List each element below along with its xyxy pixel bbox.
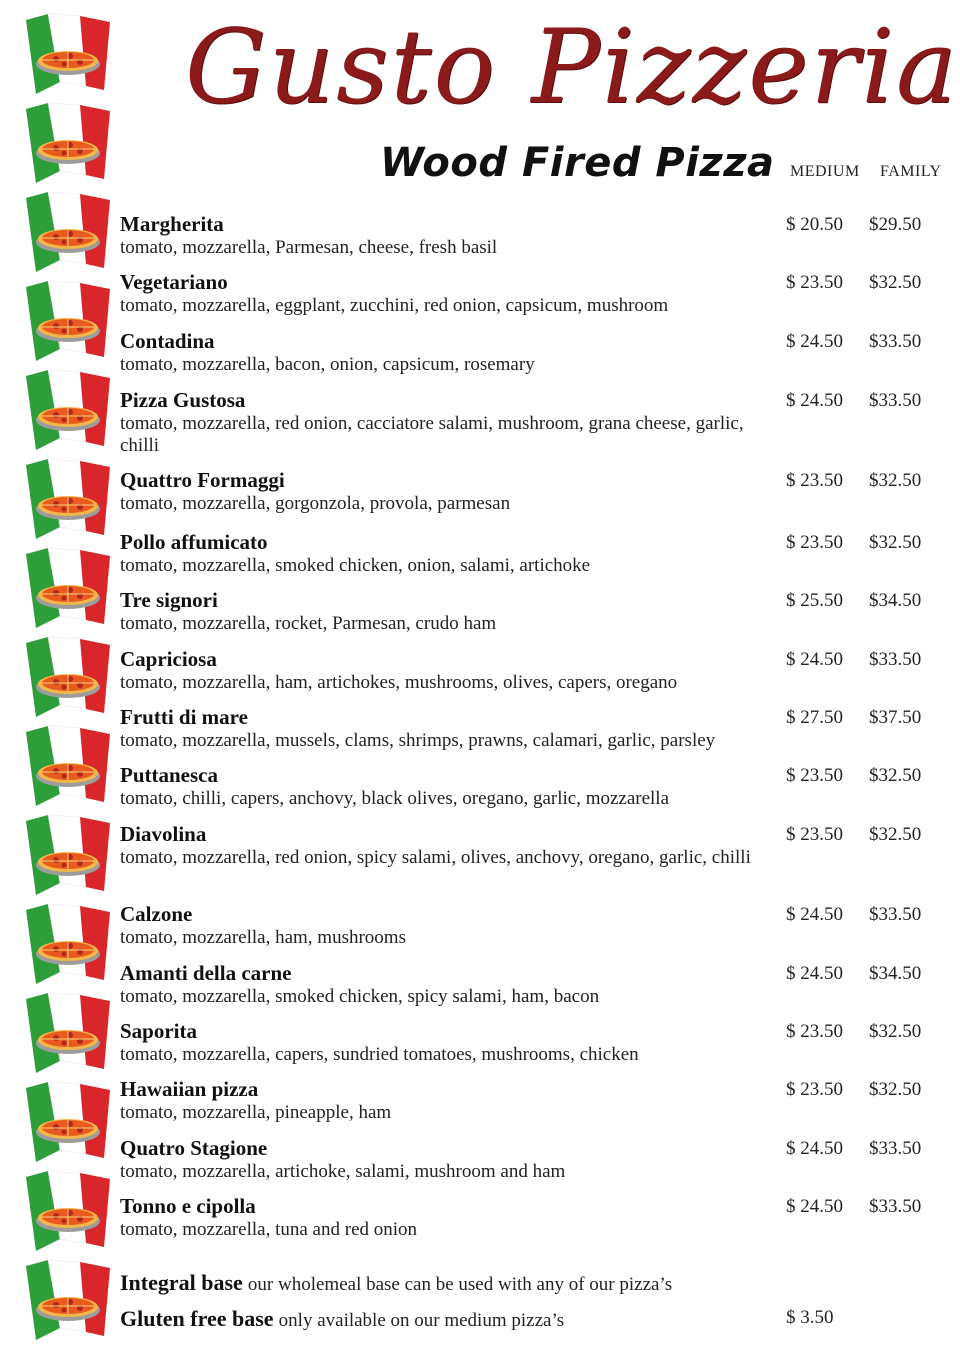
menu-item-price-family: $32.50 bbox=[869, 532, 922, 553]
menu-item-price-family: $29.50 bbox=[869, 214, 922, 235]
menu-item-description: tomato, mozzarella, red onion, cacciatore salami, mushroom, grana cheese, garlic, chilli bbox=[120, 413, 744, 456]
menu-item-name: Diavolina bbox=[120, 822, 207, 846]
menu-item-name: Pizza Gustosa bbox=[120, 388, 246, 412]
menu-item-price-medium: $ 23.50 bbox=[786, 1021, 843, 1042]
menu-item-price-family: $34.50 bbox=[869, 590, 922, 611]
menu-item-description: tomato, mozzarella, capers, sundried tomatoes, mushrooms, chicken bbox=[120, 1044, 639, 1065]
menu-item-price-medium: $ 23.50 bbox=[786, 470, 843, 491]
gluten-free-base-note bbox=[120, 1306, 564, 1332]
menu-item-description: tomato, mozzarella, ham, mushrooms bbox=[120, 927, 406, 948]
menu-item bbox=[120, 705, 940, 752]
menu-item-price-medium: $ 24.50 bbox=[786, 904, 843, 925]
menu-item-description: tomato, mozzarella, artichoke, salami, mushroom and ham bbox=[120, 1161, 566, 1182]
menu-item-name: Pollo affumicato bbox=[120, 530, 268, 554]
italian-flag-pizza-icon bbox=[18, 991, 118, 1081]
page-subtitle: Wood Fired Pizza bbox=[380, 140, 775, 186]
menu-item-description: tomato, chilli, capers, anchovy, black olives, oregano, garlic, mozzarella bbox=[120, 788, 670, 809]
menu-item-description: tomato, mozzarella, gorgonzola, provola, parmesan bbox=[120, 493, 511, 514]
menu-item-name: Tre signori bbox=[120, 588, 218, 612]
menu-item-price-family: $32.50 bbox=[869, 1021, 922, 1042]
menu-item-name: Quatro Stagione bbox=[120, 1136, 268, 1160]
menu-item-description: tomato, mozzarella, smoked chicken, spicy salami, ham, bacon bbox=[120, 986, 600, 1007]
italian-flag-pizza-icon bbox=[18, 1258, 118, 1348]
menu-item-description: tomato, mozzarella, mussels, clams, shrimps, prawns, calamari, garlic, parsley bbox=[120, 730, 716, 751]
menu-item-price-family: $33.50 bbox=[869, 390, 922, 411]
menu-item-description: tomato, mozzarella, bacon, onion, capsicum, rosemary bbox=[120, 354, 535, 375]
italian-flag-pizza-icon bbox=[18, 368, 118, 458]
menu-item-price-family: $32.50 bbox=[869, 1079, 922, 1100]
italian-flag-pizza-icon bbox=[18, 190, 118, 280]
menu-item-name: Puttanesca bbox=[120, 763, 218, 787]
menu-item-price-family: $32.50 bbox=[869, 470, 922, 491]
menu-item-price-medium: $ 23.50 bbox=[786, 824, 843, 845]
menu-item bbox=[120, 1077, 940, 1124]
menu-item-name: Tonno e cipolla bbox=[120, 1194, 256, 1218]
menu-item bbox=[120, 902, 940, 949]
menu-item-name: Hawaiian pizza bbox=[120, 1077, 259, 1101]
italian-flag-pizza-icon bbox=[18, 279, 118, 369]
menu-item-name: Calzone bbox=[120, 902, 193, 926]
menu-item-description: tomato, mozzarella, red onion, spicy salami, olives, anchovy, oregano, garlic, chilli bbox=[120, 847, 751, 868]
menu-item-price-medium: $ 23.50 bbox=[786, 272, 843, 293]
menu-item bbox=[120, 1136, 940, 1183]
menu-item-price-medium: $ 20.50 bbox=[786, 214, 843, 235]
italian-flag-pizza-icon bbox=[18, 724, 118, 814]
menu-item-description: tomato, mozzarella, eggplant, zucchini, red onion, capsicum, mushroom bbox=[120, 295, 669, 316]
menu-item-price-medium: $ 25.50 bbox=[786, 590, 843, 611]
menu-item-price-family: $32.50 bbox=[869, 824, 922, 845]
gluten-free-base-name: Gluten free base bbox=[120, 1306, 274, 1331]
menu-item bbox=[120, 961, 940, 1008]
menu-item-price-medium: $ 24.50 bbox=[786, 963, 843, 984]
menu-item bbox=[120, 1194, 940, 1241]
italian-flag-pizza-icon bbox=[18, 813, 118, 903]
menu-item bbox=[120, 270, 940, 317]
menu-item-price-family: $33.50 bbox=[869, 1138, 922, 1159]
menu-item bbox=[120, 388, 940, 457]
menu-item bbox=[120, 1019, 940, 1066]
menu-item-price-family: $32.50 bbox=[869, 765, 922, 786]
menu-item-price-medium: $ 27.50 bbox=[786, 707, 843, 728]
menu-item-name: Vegetariano bbox=[120, 270, 228, 294]
menu-item-name: Saporita bbox=[120, 1019, 198, 1043]
integral-base-note bbox=[120, 1270, 672, 1296]
menu-item-name: Capriciosa bbox=[120, 647, 217, 671]
column-header-family: FAMILY bbox=[880, 163, 942, 180]
menu-item-description: tomato, mozzarella, tuna and red onion bbox=[120, 1219, 418, 1240]
menu-item-price-family: $33.50 bbox=[869, 904, 922, 925]
menu-item-description: tomato, mozzarella, ham, artichokes, mushrooms, olives, capers, oregano bbox=[120, 672, 678, 693]
menu-item-price-family: $33.50 bbox=[869, 649, 922, 670]
menu-item-price-family: $33.50 bbox=[869, 331, 922, 352]
menu-item-description: tomato, mozzarella, rocket, Parmesan, crudo ham bbox=[120, 613, 497, 634]
menu-item-price-family: $37.50 bbox=[869, 707, 922, 728]
menu-item bbox=[120, 647, 940, 694]
page-title: Gusto Pizzeria bbox=[185, 8, 959, 127]
menu-item-name: Frutti di mare bbox=[120, 705, 248, 729]
menu-item-price-medium: $ 24.50 bbox=[786, 1196, 843, 1217]
menu-item bbox=[120, 212, 940, 259]
menu-item-price-family: $33.50 bbox=[869, 1196, 922, 1217]
menu-item bbox=[120, 822, 940, 869]
menu-item-price-medium: $ 24.50 bbox=[786, 649, 843, 670]
menu-item-price-medium: $ 24.50 bbox=[786, 390, 843, 411]
menu-item-name: Margherita bbox=[120, 212, 224, 236]
italian-flag-pizza-icon bbox=[18, 1169, 118, 1259]
column-header-medium: MEDIUM bbox=[790, 163, 860, 180]
menu-item bbox=[120, 588, 940, 635]
italian-flag-pizza-icon bbox=[18, 902, 118, 992]
menu-item-price-medium: $ 24.50 bbox=[786, 331, 843, 352]
italian-flag-pizza-icon bbox=[18, 635, 118, 725]
menu-item bbox=[120, 530, 940, 577]
menu-item-price-medium: $ 24.50 bbox=[786, 1138, 843, 1159]
menu-item bbox=[120, 763, 940, 810]
menu-item-price-medium: $ 23.50 bbox=[786, 1079, 843, 1100]
menu-item-description: tomato, mozzarella, Parmesan, cheese, fresh basil bbox=[120, 237, 498, 258]
menu-item-description: tomato, mozzarella, smoked chicken, onion, salami, artichoke bbox=[120, 555, 591, 576]
menu-item-description: tomato, mozzarella, pineapple, ham bbox=[120, 1102, 392, 1123]
italian-flag-pizza-icon bbox=[18, 12, 118, 102]
menu-item-price-family: $32.50 bbox=[869, 272, 922, 293]
italian-flag-pizza-icon bbox=[18, 457, 118, 547]
menu-item-price-medium: $ 23.50 bbox=[786, 765, 843, 786]
italian-flag-pizza-icon bbox=[18, 101, 118, 191]
gluten-free-base-desc: only available on our medium pizza’s bbox=[278, 1310, 565, 1331]
menu-item bbox=[120, 329, 940, 376]
italian-flag-pizza-icon bbox=[18, 1080, 118, 1170]
menu-item-price-family: $34.50 bbox=[869, 963, 922, 984]
integral-base-desc: our wholemeal base can be used with any of our pizza’s bbox=[247, 1274, 673, 1295]
gluten-free-base-price: $ 3.50 bbox=[786, 1307, 834, 1328]
menu-item-name: Quattro Formaggi bbox=[120, 468, 285, 492]
menu-item-price-medium: $ 23.50 bbox=[786, 532, 843, 553]
menu-item bbox=[120, 468, 940, 515]
menu-item-name: Amanti della carne bbox=[120, 961, 292, 985]
menu-item-name: Contadina bbox=[120, 329, 215, 353]
italian-flag-pizza-icon bbox=[18, 546, 118, 636]
integral-base-name: Integral base bbox=[120, 1270, 243, 1295]
flag-pizza-stripe bbox=[18, 0, 118, 1358]
